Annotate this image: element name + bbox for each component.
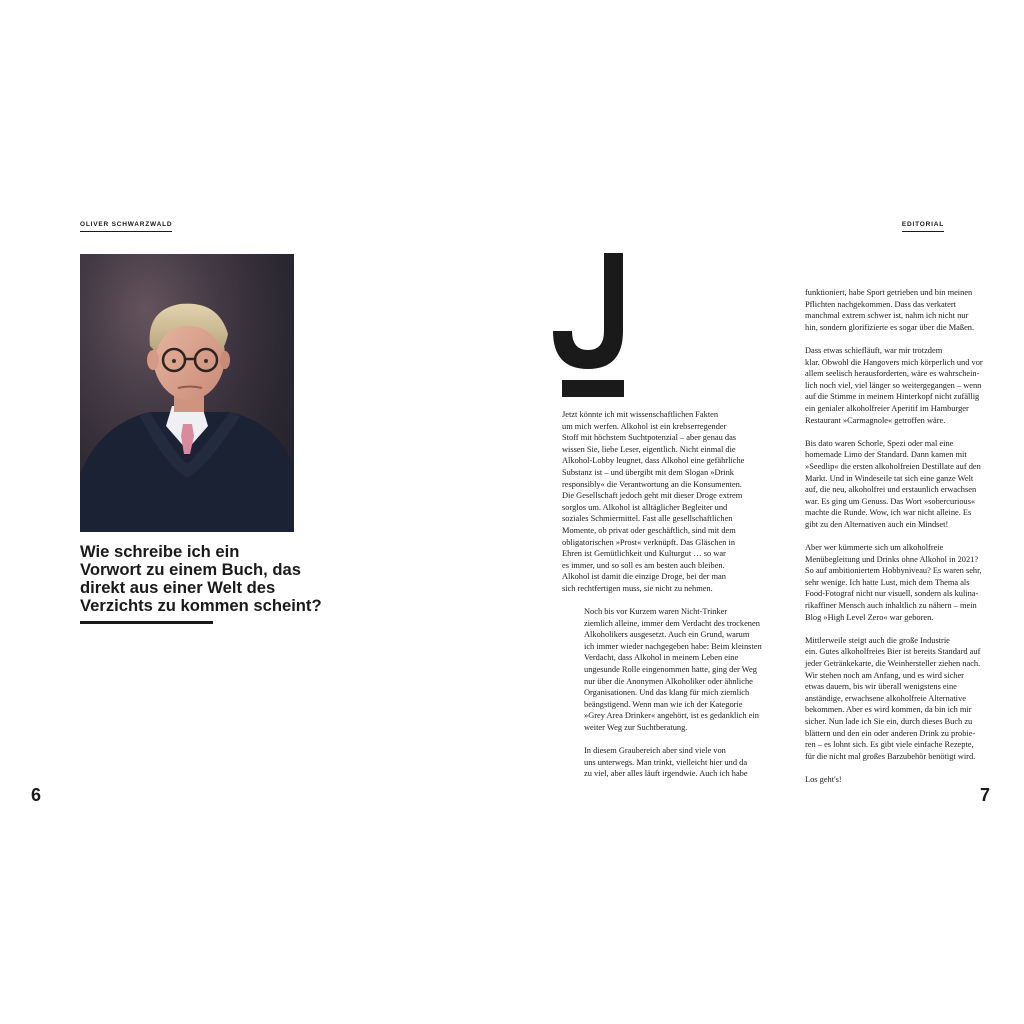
body-line: Substanz ist – und übergibt mit dem Slogan »Drink [562, 467, 734, 477]
body-line: auf, die neu, alkoholfrei und erstaunlich erwachsen [805, 485, 977, 495]
body-line: Alkoholikers ausgesetzt. Auch ein Grund, warum [584, 630, 750, 640]
headline-line: Vorwort zu einem Buch, das [80, 560, 301, 579]
body-line: Restaurant »Carmagnole« getroffen wäre. [805, 415, 946, 425]
body-line: Bis dato waren Schorle, Spezi oder mal eine [805, 438, 954, 448]
body-line: Markt. Und in Windeseile tat sich eine ganze Welt [805, 473, 974, 483]
body-line: allem seelisch herausforderten, wäre es wahrschein- [805, 369, 980, 379]
body-line: Momente, ob privat oder geschäftlich, sind mit dem [562, 525, 736, 535]
body-line: auf die Stimme in meinem Hinterkopf nicht zufällig [805, 392, 980, 402]
body-line: soziales Schmiermittel. Fast alle gesellschaftlichen [562, 514, 733, 524]
body-line: ren – es lohnt sich. Es gibt viele einfache Rezepte, [805, 740, 974, 750]
body-paragraph [783, 774, 991, 786]
body-line: anständige, erwachsene alkoholfreie Alternative [805, 693, 966, 703]
author-portrait-photo [80, 254, 294, 532]
body-line: ziemlich alleine, immer dem Verdacht des trockenen [584, 618, 760, 628]
body-line: beängstigend. Wenn man wie ich der Kategorie [584, 699, 743, 709]
body-line: bekommen. Aber es wird kommen, da bin ich mir [805, 705, 972, 715]
body-line: lich noch viel, viel länger so weitergegangen – wenn [805, 380, 982, 390]
body-line: »Grey Area Drinker« angehört, ist es gedanklich ein [584, 711, 759, 721]
body-line: klar. Obwohl die Hangovers mich körperlich und vor [805, 357, 983, 367]
drop-cap [552, 253, 626, 399]
body-line: Alkohol-Lobby leugnet, dass Alkohol eine gefährliche [562, 456, 745, 466]
body-column-2 [783, 287, 991, 786]
body-line: für die nicht mal großes Barzubehör benötigt wird. [805, 751, 976, 761]
body-line: manchmal extrem schwer ist, nahm ich nicht nur [805, 311, 969, 321]
body-line: »Seedlip« die ersten alkoholfreien Destillate auf den [805, 461, 981, 471]
body-line: jeder Getränkekarte, die Weinhersteller ziehen nach. [805, 659, 981, 668]
body-line: Verdacht, dass Alkohol in meinem Leben eine [584, 653, 739, 663]
body-line: sehr wenige. Ich hatte Lust, mich dem Thema als [805, 577, 970, 587]
body-column-1 [562, 409, 770, 780]
right-page [512, 0, 1024, 1024]
body-line: es immer, und so soll es am besten auch bleiben. [562, 560, 725, 570]
headline-line: Wie schreibe ich ein [80, 542, 240, 561]
body-line: Alkohol ist damit die einzige Droge, bei der man [562, 572, 726, 582]
body-paragraph [562, 606, 770, 734]
body-line: ein genialer alkoholfreier Aperitif im Hamburger [805, 403, 969, 413]
running-head-author: OLIVER SCHWARZWALD [80, 221, 172, 232]
body-line: obligatorischen »Prost« verknüpft. Das Gläschen in [562, 537, 736, 547]
body-line: In diesem Graubereich aber sind viele von [584, 746, 726, 756]
body-line: wissen Sie, liebe Leser, eigentlich. Nicht einmal die [562, 444, 736, 454]
running-head-section: EDITORIAL [902, 221, 944, 232]
body-paragraph [783, 635, 991, 763]
body-line: weiter Weg zur Suchtberatung. [584, 723, 688, 733]
body-paragraph [783, 438, 991, 531]
body-line: funktioniert, habe Sport getrieben und bin meinen [805, 288, 973, 297]
body-line: Menübegleitung und Drinks ohne Alkohol in 2021? [805, 554, 979, 564]
body-line: So auf ambitioniertem Hobbyniveau? Es waren sehr, [805, 566, 982, 576]
headline [80, 543, 320, 615]
page-number-right: 7 [980, 785, 991, 805]
body-line: Aber wer kümmerte sich um alkoholfreie [805, 543, 944, 553]
body-line: ungesunde Rolle eingenommen hatte, ging der Weg [584, 665, 757, 675]
body-line: Noch bis vor Kurzem waren Nicht-Trinker [584, 607, 728, 617]
body-line: nur über die Anonymen Alkoholiker oder ähnliche [584, 676, 753, 686]
body-line: war. Es ging um Genuss. Das Wort »sobercurious« [805, 496, 976, 506]
body-line: sorglos um. Alkohol ist alltäglicher Begleiter und [562, 502, 728, 512]
body-line: um mich werfen. Alkohol ist ein krebserregender [562, 421, 727, 431]
page-number-left: 6 [31, 785, 42, 805]
body-line: responsibly« die Verantwortung an die Konsumenten. [562, 479, 742, 489]
body-paragraph [783, 542, 991, 623]
headline-line: Verzichts zu kommen scheint? [80, 596, 322, 615]
body-line: homemade Limo der Standard. Dann kamen mit [805, 450, 967, 460]
body-line: Los geht's! [805, 774, 842, 784]
body-line: Wir stehen noch am Anfang, und es wird sicher [805, 670, 964, 680]
body-line: uns unterwegs. Man trinkt, vielleicht hier und da [584, 757, 748, 767]
headline-line: direkt aus einer Welt des [80, 578, 276, 597]
body-line: ein. Gutes alkoholfreies Bier ist bereits Standard auf [805, 647, 981, 657]
body-paragraph [783, 287, 991, 333]
body-line: Jetzt könnte ich mit wissenschaftlichen Fakten [562, 410, 719, 419]
body-line: sicher. Nun lade ich Sie ein, durch dieses Buch zu [805, 716, 973, 726]
body-line: hin, sondern glorifizierte es sogar über die Maßen. [805, 322, 975, 332]
body-line: rikaffiner Mensch auch inhaltlich zu nähern – mein [805, 601, 977, 611]
body-line: machte die Runde. Wow, ich war nicht alleine. Es [805, 508, 972, 518]
body-line: gibt zu den Alternativen auch ein Mindset! [805, 519, 949, 529]
body-line: Ehren ist Gemütlichkeit und Kulturgut … so war [562, 549, 726, 559]
headline-rule [80, 621, 213, 624]
drop-cap-glyph [552, 253, 626, 399]
body-line: Food-Fotograf nicht nur visuell, sondern als kulina- [805, 589, 979, 599]
body-line: Dass etwas schiefläuft, war mir trotzdem [805, 345, 943, 355]
body-paragraph [562, 745, 770, 780]
body-line: zu viel, aber alles läuft irgendwie. Auch ich habe [584, 769, 748, 779]
body-line: etwas dauern, bis wir überall wenigstens eine [805, 682, 957, 692]
body-line: Die Gesellschaft jedoch geht mit dieser Droge extrem [562, 491, 743, 501]
body-line: Organisationen. Und das klang für mich ziemlich [584, 688, 750, 698]
body-paragraph [562, 409, 770, 595]
body-line: Mittlerweile steigt auch die große Industrie [805, 635, 950, 645]
body-line: Pflichten nachgekommen. Dass das verkatert [805, 299, 956, 309]
body-line: Blog »High Level Zero« war geboren. [805, 612, 934, 622]
body-line: Stoff mit höchstem Suchtpotenzial – aber genau das [562, 433, 737, 443]
body-paragraph [783, 345, 991, 426]
portrait-illustration [80, 254, 294, 532]
body-line: blättern und den ein oder anderen Drink zu probie- [805, 728, 976, 738]
body-line: ich immer wieder nachgegeben habe: Beim kleinsten [584, 641, 762, 651]
body-line: sich rechtfertigen muss, sie nicht zu nehmen. [562, 583, 713, 593]
